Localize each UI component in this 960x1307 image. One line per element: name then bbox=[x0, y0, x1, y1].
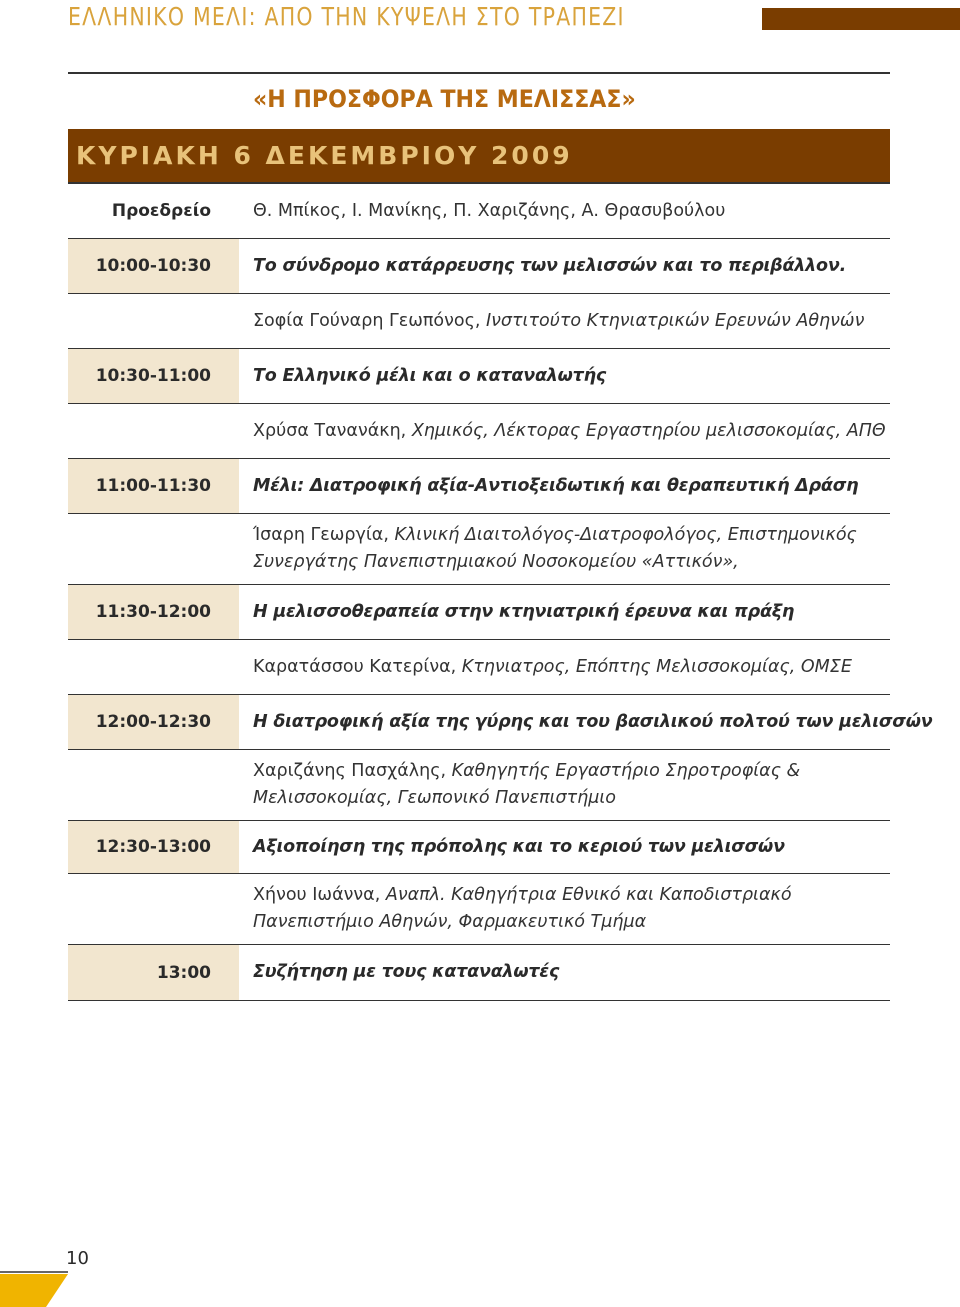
chair-label: Προεδρείο bbox=[68, 184, 239, 239]
speaker-info bbox=[239, 640, 890, 695]
speaker-info bbox=[239, 514, 890, 585]
speaker-info bbox=[239, 874, 890, 945]
speaker-row bbox=[68, 874, 890, 945]
session-title: Μέλι: Διατροφική αξία-Αντιοξειδωτική και θεραπευτική Δράση bbox=[253, 475, 859, 496]
speaker-row bbox=[68, 640, 890, 695]
speaker-affiliation-line2: Πανεπιστήμιο Αθηνών, Φαρμακευτικό Τμήμα bbox=[253, 912, 647, 932]
speaker-name: Χαριζάνης Πασχάλης, bbox=[253, 761, 447, 781]
session-row bbox=[68, 459, 890, 514]
session-title: Συζήτηση με τους καταναλωτές bbox=[253, 962, 560, 982]
running-header-title: ΕΛΛΗΝΙΚΟ ΜΕΛΙ: ΑΠΟ ΤΗΝ ΚΥΨΕΛΗ ΣΤΟ ΤΡΑΠΕΖΙ bbox=[68, 2, 625, 31]
session-time: 13:00 bbox=[68, 945, 239, 1001]
session-title: Η μελισσοθεραπεία στην κτηνιατρική έρευνα και πράξη bbox=[253, 601, 795, 622]
speaker-info bbox=[239, 294, 890, 349]
session-time: 11:00-11:30 bbox=[68, 459, 239, 514]
session-title: Το σύνδρομο κατάρρευσης των μελισσών και το περιβάλλον. bbox=[253, 255, 847, 276]
speaker-row bbox=[68, 294, 890, 349]
corner-decoration bbox=[0, 1270, 80, 1307]
event-title: «Η ΠΡΟΣΦΟΡΑ ΤΗΣ ΜΕΛΙΣΣΑΣ» bbox=[253, 85, 636, 113]
header-color-bar bbox=[762, 8, 960, 30]
speaker-row bbox=[68, 514, 890, 585]
speaker-affiliation: Χημικός, Λέκτορας Εργαστηρίου μελισσοκομίας, ΑΠΘ bbox=[411, 420, 886, 441]
session-row bbox=[68, 821, 890, 874]
chair-row bbox=[68, 184, 890, 239]
speaker-name: Χήνου Ιωάννα, bbox=[253, 885, 381, 905]
day-banner bbox=[68, 129, 890, 184]
speaker-row bbox=[68, 750, 890, 821]
speaker-row bbox=[68, 404, 890, 459]
speaker-name: Καρατάσσου Κατερίνα, bbox=[253, 656, 457, 677]
speaker-affiliation-line2: Συνεργάτης Πανεπιστημιακού Νοσοκομείου «Αττικόν», bbox=[253, 552, 739, 572]
speaker-affiliation-line2: Μελισσοκομίας, Γεωπονικό Πανεπιστήμιο bbox=[253, 788, 616, 808]
speaker-affiliation: Καθηγητής Εργαστήριο Σηροτροφίας & bbox=[451, 761, 801, 781]
corner-yellow-shape bbox=[0, 1274, 68, 1307]
session-time: 12:30-13:00 bbox=[68, 821, 239, 874]
session-row bbox=[68, 349, 890, 404]
speaker-affiliation: Κτηνιατρος, Επόπτης Μελισσοκομίας, ΟΜΣΕ bbox=[461, 656, 852, 677]
session-title: Το Ελληνικό μέλι και ο καταναλωτής bbox=[253, 365, 607, 386]
chair-names: Θ. Μπίκος, Ι. Μανίκης, Π. Χαριζάνης, Α. Θρασυβούλου bbox=[239, 184, 890, 239]
speaker-name: Σοφία Γούναρη Γεωπόνος, bbox=[253, 310, 481, 331]
day-label: ΚΥΡΙΑΚΗ 6 ΔΕΚΕΜΒΡΙΟΥ 2009 bbox=[76, 141, 573, 170]
speaker-info bbox=[239, 404, 890, 459]
session-title: Αξιοποίηση της πρόπολης και το κεριού των μελισσών bbox=[253, 836, 785, 857]
speaker-affiliation: Κλινική Διαιτολόγος-Διατροφολόγος, Επιστημονικός bbox=[394, 525, 857, 545]
session-row bbox=[68, 585, 890, 640]
page-number: 10 bbox=[66, 1248, 89, 1269]
session-time: 11:30-12:00 bbox=[68, 585, 239, 640]
session-time: 10:00-10:30 bbox=[68, 239, 239, 294]
speaker-affiliation: Αναπλ. Καθηγήτρια Εθνικό και Καποδιστριακό bbox=[385, 885, 792, 905]
session-row bbox=[68, 695, 890, 750]
session-title: Η διατροφική αξία της γύρης και του βασιλικού πολτού των μελισσών bbox=[253, 711, 933, 732]
speaker-name: Ίσαρη Γεωργία, bbox=[253, 525, 389, 545]
session-time: 10:30-11:00 bbox=[68, 349, 239, 404]
session-row bbox=[68, 239, 890, 294]
session-time: 12:00-12:30 bbox=[68, 695, 239, 750]
program-table bbox=[68, 184, 933, 1001]
speaker-affiliation: Ινστιτούτο Κτηνιατρικών Ερευνών Αθηνών bbox=[485, 310, 865, 331]
top-divider bbox=[68, 72, 890, 74]
session-row bbox=[68, 945, 890, 1001]
speaker-info bbox=[239, 750, 890, 821]
speaker-name: Χρύσα Τανανάκη, bbox=[253, 420, 407, 441]
